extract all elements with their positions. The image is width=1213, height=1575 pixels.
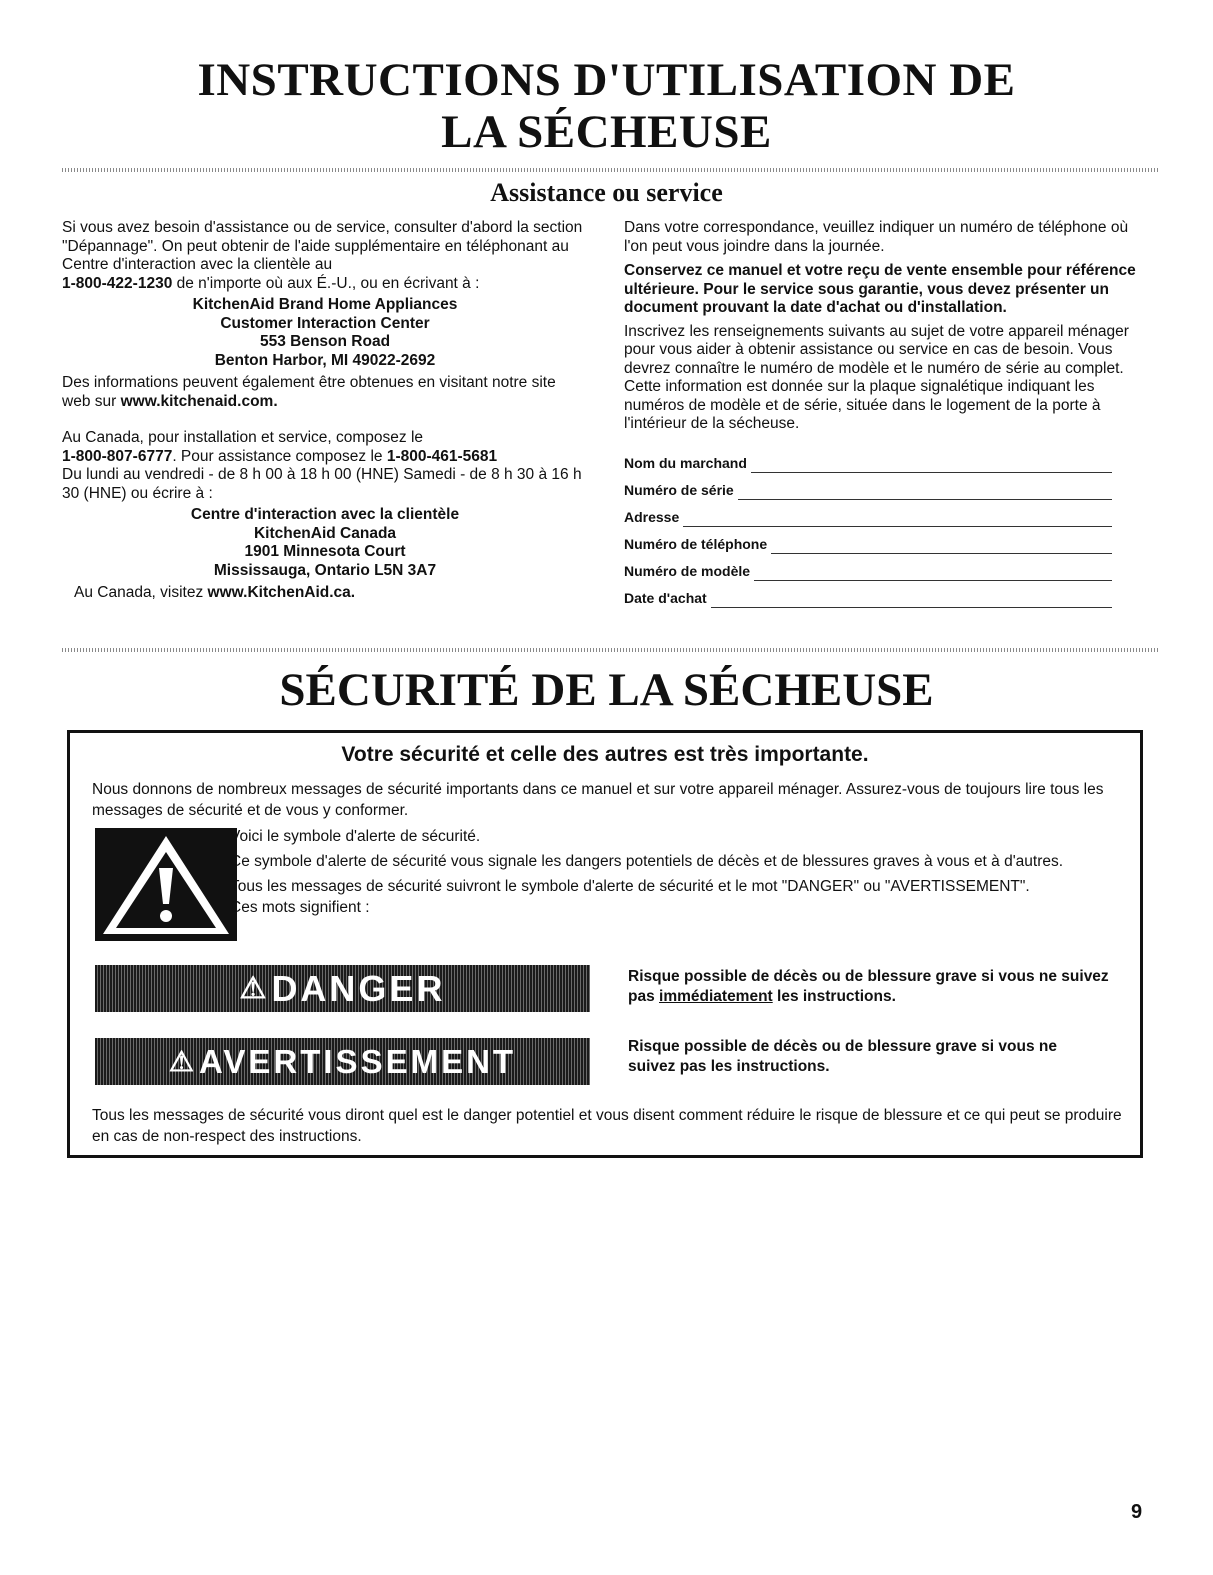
field-serial-number[interactable] xyxy=(624,473,1112,500)
warning-description: Risque possible de décès ou de blessure grave si vous ne suivez pas les instructions. xyxy=(628,1038,1057,1075)
record-info-text: Inscrivez les renseignements suivants au sujet de votre appareil ménager pour vous aider à obtenir assistance ou service en cas de besoin. Vous devrez connaître le numéro de modèle et le numéro de série au complet. Cette information est donnée sur la plaque signalétique indiquant les numéros de modèle et de série, située dans le logement de la porte à l'intérieur de la sécheuse. xyxy=(624,322,1129,432)
field-dealer-name[interactable] xyxy=(624,446,1112,473)
us-address xyxy=(62,296,588,370)
warning-triangle-icon: ⚠ xyxy=(239,972,270,1005)
danger-label: DANGER xyxy=(271,967,446,1009)
field-label: Nom du marchand xyxy=(624,455,747,471)
safety-box xyxy=(67,730,1143,1158)
web-text: Des informations peuvent également être obtenues en visitant notre site web sur xyxy=(62,374,556,410)
field-label: Numéro de téléphone xyxy=(624,536,768,552)
divider xyxy=(62,168,1158,172)
address-line: 1901 Minnesota Court xyxy=(244,543,406,560)
web-info xyxy=(62,374,588,411)
field-address[interactable] xyxy=(624,500,1112,527)
safety-title: SÉCURITÉ DE LA SÉCHEUSE xyxy=(279,664,934,716)
safety-alert-icon xyxy=(95,828,237,941)
divider xyxy=(62,648,1158,652)
canada-text: Au Canada, pour installation et service, composez le xyxy=(62,429,424,446)
field-label: Adresse xyxy=(624,509,680,525)
phone-ca-2: 1-800-461-5681 xyxy=(386,447,498,465)
address-line: Centre d'interaction avec la clientèle xyxy=(190,506,460,523)
danger-signal-panel xyxy=(95,965,590,1012)
danger-desc-end: les instructions. xyxy=(772,988,896,1005)
address-line: KitchenAid Brand Home Appliances xyxy=(192,296,458,313)
page-title-line-2: LA SÉCHEUSE xyxy=(441,106,772,158)
warning-triangle-icon: ⚠ xyxy=(168,1046,197,1077)
info-fields xyxy=(624,446,1112,608)
phone-us: 1-800-422-1230 xyxy=(62,274,173,292)
danger-description xyxy=(628,967,1128,1007)
phone-ca-1: 1-800-807-6777 xyxy=(62,447,173,465)
hours-text: Du lundi au vendredi - de 8 h 00 à 18 h 00 (HNE) Samedi - de 8 h 30 à 16 h 30 (HNE) ou écrire à : xyxy=(62,466,582,502)
safety-symbol-text xyxy=(230,826,1120,918)
safety-box-heading: Votre sécurité et celle des autres est très importante. xyxy=(341,743,869,766)
page-title xyxy=(0,54,1213,158)
field-line xyxy=(683,514,1112,527)
address-line: Customer Interaction Center xyxy=(220,314,430,332)
symbol-description: Ce symbole d'alerte de sécurité vous signale les dangers potentiels de décès et de blessures graves à vous et à d'autres. xyxy=(230,853,1064,870)
field-line xyxy=(751,460,1112,473)
correspondence-text: Dans votre correspondance, veuillez indiquer un numéro de téléphone où l'on peut vous joindre dans la journée. xyxy=(624,219,1129,255)
field-label: Numéro de modèle xyxy=(624,563,751,579)
page-number: 9 xyxy=(1131,1501,1143,1523)
ca-web-link[interactable]: www.KitchenAid.ca. xyxy=(207,584,356,601)
signal-words-text: Tous les messages de sécurité suivront le symbole d'alerte de sécurité et le mot "DANGER" ou "AVERTISSEMENT". Ces mots signifient : xyxy=(230,878,1030,916)
address-line: KitchenAid Canada xyxy=(253,524,397,542)
address-line: Benton Harbor, MI 49022-2692 xyxy=(214,351,436,369)
warning-label: AVERTISSEMENT xyxy=(199,1042,517,1080)
safety-intro: Nous donnons de nombreux messages de sécurité importants dans ce manuel et sur votre appareil ménager. Assurez-vous de toujours lire tous les messages de sécurité et de vous y conformer. xyxy=(92,781,1104,819)
assistance-heading: Assistance ou service xyxy=(490,178,723,207)
intro-text: Si vous avez besoin d'assistance ou de service, consulter d'abord la section "Dépannage". On peut obtenir de l'aide supplémentaire en téléphonant au Centre d'interaction avec la clientèle au xyxy=(62,219,583,273)
field-line xyxy=(738,487,1112,500)
danger-desc-text: Risque possible de décès ou de blessure grave si vous ne suivez pas xyxy=(628,968,1109,1005)
canada-address xyxy=(62,506,588,580)
address-line: Mississauga, Ontario L5N 3A7 xyxy=(213,561,437,579)
ca-web-text: Au Canada, visitez xyxy=(74,584,208,601)
symbol-line: Voici le symbole d'alerte de sécurité. xyxy=(230,828,481,845)
safety-closing: Tous les messages de sécurité vous diront quel est le danger potentiel et vous disent comment réduire le risque de blessure et ce qui peut se produire en cas de non-respect des instructions. xyxy=(92,1107,1122,1145)
field-line xyxy=(711,595,1112,608)
field-line xyxy=(754,568,1112,581)
keep-manual-notice: Conservez ce manuel et votre reçu de vente ensemble pour référence ultérieure. Pour le service sous garantie, vous devez présenter un document prouvant la date d'achat ou d'installation. xyxy=(624,262,1136,316)
field-phone-number[interactable] xyxy=(624,527,1112,554)
field-line xyxy=(771,541,1112,554)
address-line: 553 Benson Road xyxy=(259,333,391,350)
canada-info xyxy=(62,429,588,503)
canada-mid: . Pour assistance composez le xyxy=(172,447,387,465)
assistance-right-column xyxy=(624,219,1144,608)
field-model-number[interactable] xyxy=(624,554,1112,581)
warning-signal-panel xyxy=(95,1038,590,1085)
page-title-line-1: INSTRUCTIONS D'UTILISATION DE xyxy=(197,54,1016,106)
field-label: Date d'achat xyxy=(624,590,707,606)
field-purchase-date[interactable] xyxy=(624,581,1112,608)
field-label: Numéro de série xyxy=(624,482,734,498)
danger-desc-emphasis: immédiatement xyxy=(659,988,773,1005)
intro-suffix: de n'importe où aux É.-U., ou en écrivant à : xyxy=(172,274,480,292)
assistance-intro xyxy=(62,219,588,293)
web-link[interactable]: www.kitchenaid.com. xyxy=(120,392,278,410)
assistance-left-column xyxy=(62,219,588,603)
canada-web xyxy=(74,584,588,603)
